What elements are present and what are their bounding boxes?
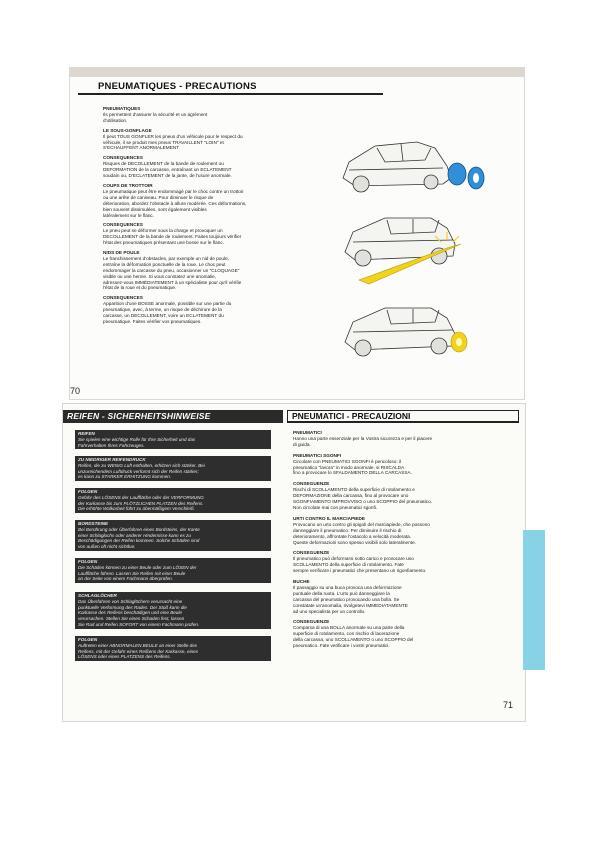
section-pneumatiques: PNEUMATIQUES Ils permettent d'assurer la sécurité et un agrément d'utilisation. — [103, 106, 208, 123]
top-page — [69, 67, 525, 400]
de-block-bordsteine: BORDSTEINE Bei Berührung oder Überfahren eines Bordsteins, der Kante einer Schlaglochs oder anderer Hindernisse kann es zu Beschädigungen der Reifen kommen. Solche Schäden sind von außen oft nicht sichtbar. — [75, 520, 271, 551]
de-text-column — [75, 430, 271, 700]
it-section-marciapiede: URTI CONTRO IL MARCIAPIEDE Provocano un urto contro gli spigoli del marciapiede, che possono danneggiare il pneumatico. Per diminuire il rischio di deterioramento, affrontate l'ostacolo a velocità moderata. Queste deformazioni sono spesso visibili solo lateralmente. — [293, 515, 430, 545]
wheel-icon — [448, 163, 466, 185]
it-section-pneumatici: PNEUMATICI Hanno una parte essenziale per la Vostra sicurezza e per il piacere di guida. — [293, 430, 433, 447]
section-sous-gonflage: LE SOUS-GONFLAGE Il peut TOUS GONFLER les pneus d'un véhicule pour le respect du véhicule, il se produit mes pneus TRAVAILLENT "LOIN" et S'ECHAUFFENT ANORMALEMENT. — [103, 127, 243, 151]
section-coups-de-trottoir: COUPS DE TROTTOIR Le pneumatique peut être endommagé par le choc contre un trottoir ou une arête de caniveau. Pour diminuer le risque de déterioration, abordez l'obstacle à allure modérée. Ces déformations, bien souvent dissimulées, sont également visibles latéralement sur le flanc. — [103, 182, 247, 218]
it-section-conseguenze-1: CONSEGUENZE Rischi di SCOLLAMENTO della superficie di rotolamento e DEFORMAZIONE della carcassa, fino al provocare uno SGONFIAMENTO IMPROVVISO o uno SCOPPIO del pneumatico. Non circolate mai con pneumatici sgonfi. — [293, 481, 433, 510]
de-title-bar — [63, 410, 283, 423]
car-curb-illustration — [335, 208, 491, 286]
de-block-folgen-2: FOLGEN Die Schäden können zu einer Beule oder zum LÖSEN der Lauffläche führen. Lassen Sie Reifen mit einer Beule an der Seite von einem Fachmann überprüfen. — [75, 558, 271, 583]
section-consequences-2: CONSEQUENCES Le pneu peut se déformer sous la charge et provoquer un DECOLLEMENT de la bande de roulement. Faites toujours vérifier l'état des pneumatiques présentant une bosse sur le flanc. — [103, 222, 242, 246]
it-section-sgonfi: PNEUMATICI SGONFI Circolare con PNEUMATICI SGONFI è pericoloso: il pneumatico "lavora" in modo anormale, si RISCALDA fino a provocare lo SFALDAMENTO DELLA CARCASSA. — [293, 452, 412, 476]
it-title-bar — [287, 410, 519, 423]
section-consequences-3: CONSEQUENCES Apparition d'une BOSSE anormale, possible sur une partie du pneumatique, avec, à terme, un risque de déchirure de la carcasse, un DECOLLEMENT, voire un ECLATEMENT du pneumatique. Faites vérifier vos pneumatiques. — [103, 295, 232, 324]
car-pothole-illustration — [335, 298, 491, 376]
de-block-reifen: REIFEN Sie spielen eine wichtige Rolle für Ihre Sicherheit und das Fahrverhalten Ihres Fahrzeuges. — [75, 430, 271, 449]
it-text-column — [293, 430, 503, 654]
car-underinflation-illustration — [335, 126, 491, 204]
bottom-page — [62, 403, 526, 722]
page-edge-strip — [70, 68, 525, 77]
top-text-column — [103, 106, 308, 329]
section-nids-de-poule: NIDS DE POULE Le franchissement d'obstacles, par exemple un nid de poule, entraîne la déformation ponctuelle de la roue. Le choc peut endommager la carcasse du pneu, occasionner un "CLOQUAGE" visible ou une hernie. Si vous constatez une anomalie, adressez-vous IMMÉDIATEMENT à un spécialiste pour qu'il vérifie l'état de la roue et du pneumatique. — [103, 250, 242, 291]
page-number-top: 70 — [70, 386, 81, 396]
de-block-folgen-3: FOLGEN Auftreten einer ABNORMALEN BEULE an einer Stelle des Reifens, mit der Gefahr eines Reißens der Karkasse, eines LÖSENS oder eines PLATZENS des Reifens. — [75, 636, 271, 661]
top-page-title: PNEUMATIQUES - PRECAUTIONS — [98, 81, 257, 92]
de-block-reifendruck: ZU NIEDRIGER REIFENDRUCK Reifen, die zu WENIG Luft enthalten, erhitzen sich stärker. Bei unzureichendem Luftdruck verformt sich der Reifen stärker; es kann zu STARKER ERHITZUNG kommen. — [75, 456, 271, 481]
de-block-folgen-1: FOLGEN Gefahr des LÖSENS der Lauffläche oder der VERFORMUNG der Karkasse bis zum PLÖTZLICHEN PLATZEN des Reifens. Die erhöhte Walkarbeit führt zu übermäßigem Verschleiß. — [75, 488, 271, 513]
de-title: REIFEN - SICHERHEITSHINWEISE — [67, 411, 211, 421]
page-number-bottom: 71 — [503, 700, 514, 710]
de-block-schlagloecher: SCHLAGLÖCHER Das Überfahren von Schlaglöchern verursacht eine punktuelle Verformung des Rades. Der Stoß kann die Karkasse des Reifens beschädigen und eine Beule verursachen. Stellen Sie einen Schaden fest, lassen Sie Rad und Reifen SOFORT von einem Fachmann prüfen. — [75, 592, 271, 629]
section-consequences-1: CONSEQUENCES Risques de DECOLLEMENT de la bande de roulement ou DEFORMATION de la carcasse, entraînant un ECLATEMENT soudain ou, D'ECLATEMENT de la jante, de l'usure anormale. — [103, 155, 232, 179]
it-title: PNEUMATICI - PRECAUZIONI — [292, 411, 411, 421]
it-section-conseguenze-3: CONSEGUENZE Comparsa di una BOLLA anormale su una parte della superficie di rotolamento, con rischio di lacerazione della carcassa, uno SCOLLAMENTO o uno SCOPPIO del pneumatico. Fate verificare i vostri pneumatici. — [293, 619, 414, 649]
blue-edge-tab — [523, 530, 545, 670]
it-section-buche: BUCHE Il passaggio su una buca provoca una deformazione puntuale della ruota. L'urto può danneggiare la carcassa del pneumatico provocando una bolla. Se constatate un'anomalia, rivolgetevi IMMEDIATAMENTE ad uno specialista per un controllo. — [293, 579, 408, 614]
top-page-title-bar — [78, 81, 383, 95]
it-section-conseguenze-2: CONSEGUENZE Il pneumatico può deformarsi sotto carico e provocare uno SCOLLAMENTO della superficie di rotolamento. Fate sempre verificare i pneumatici che presentano un rigonfiamento. — [293, 550, 427, 574]
